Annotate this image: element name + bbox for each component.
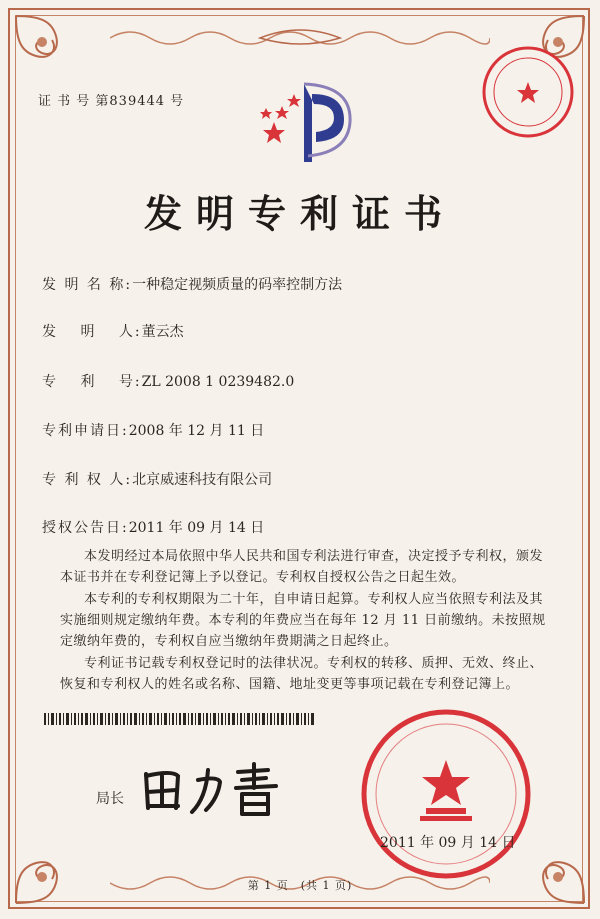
paragraph-legal-status: 专利证书记载专利权登记时的法律状况。专利权的转移、质押、无效、终止、恢复和专利权人的姓名或名称、国籍、地址变更等事项记载在专利登记簿上。 (60, 656, 544, 692)
field-value: ZL 2008 1 0239482.0 (141, 374, 295, 390)
field-label: 发 明 名 称: (42, 277, 133, 293)
field-value: 2008 年 12 月 11 日 (128, 423, 265, 439)
field-label: 授权公告日: (42, 520, 129, 536)
field-value: 董云杰 (141, 324, 184, 340)
field-inventor (42, 321, 184, 341)
field-application-date (42, 420, 264, 440)
field-label: 专 利 权 人: (42, 472, 133, 488)
corner-ornament-top-left (12, 12, 92, 92)
agency-stamp (480, 44, 576, 140)
field-value: 北京威速科技有限公司 (132, 472, 273, 488)
page-number-footer: 第 1 页 (共 1 页) (247, 879, 353, 892)
patent-office-logo (252, 78, 362, 168)
field-value: 一种稳定视频质量的码率控制方法 (132, 277, 343, 293)
field-patent-number (42, 371, 294, 391)
field-label: 专利申请日: (42, 423, 129, 439)
field-value: 2011 年 09 月 14 日 (128, 520, 265, 536)
certificate-number: 证 书 号 第839444 号 (38, 94, 185, 109)
official-seal (360, 708, 532, 880)
paragraph-term: 本专利的专利权期限为二十年，自申请日起算。专利权人应当依照专利法及其实施细则规定缴纳年费。本专利的年费应当在每年 12 月 11 日前缴纳。未按照规定缴纳年费的，专利权自应当缴纳年费期满之日起终止。 (60, 592, 546, 649)
field-patentee (42, 469, 272, 489)
field-label: 专 利 号: (42, 374, 142, 390)
field-invention-name (42, 274, 342, 294)
barcode (44, 713, 314, 725)
corner-ornament-bottom-left (12, 827, 92, 907)
signature-title: 局长 (96, 791, 124, 807)
paragraph-examination: 本发明经过本局依照中华人民共和国专利法进行审查，决定授予专利权，颁发本证书并在专利登记簿上予以登记。专利权自授权公告之日起生效。 (60, 549, 544, 585)
field-grant-date (42, 517, 264, 537)
top-ornament-band (110, 24, 490, 52)
issue-date: 2011 年 09 月 14 日 (380, 835, 516, 851)
field-label: 发 明 人: (42, 324, 142, 340)
director-signature (138, 758, 308, 818)
page-title: 发明专利证书 (143, 191, 456, 236)
